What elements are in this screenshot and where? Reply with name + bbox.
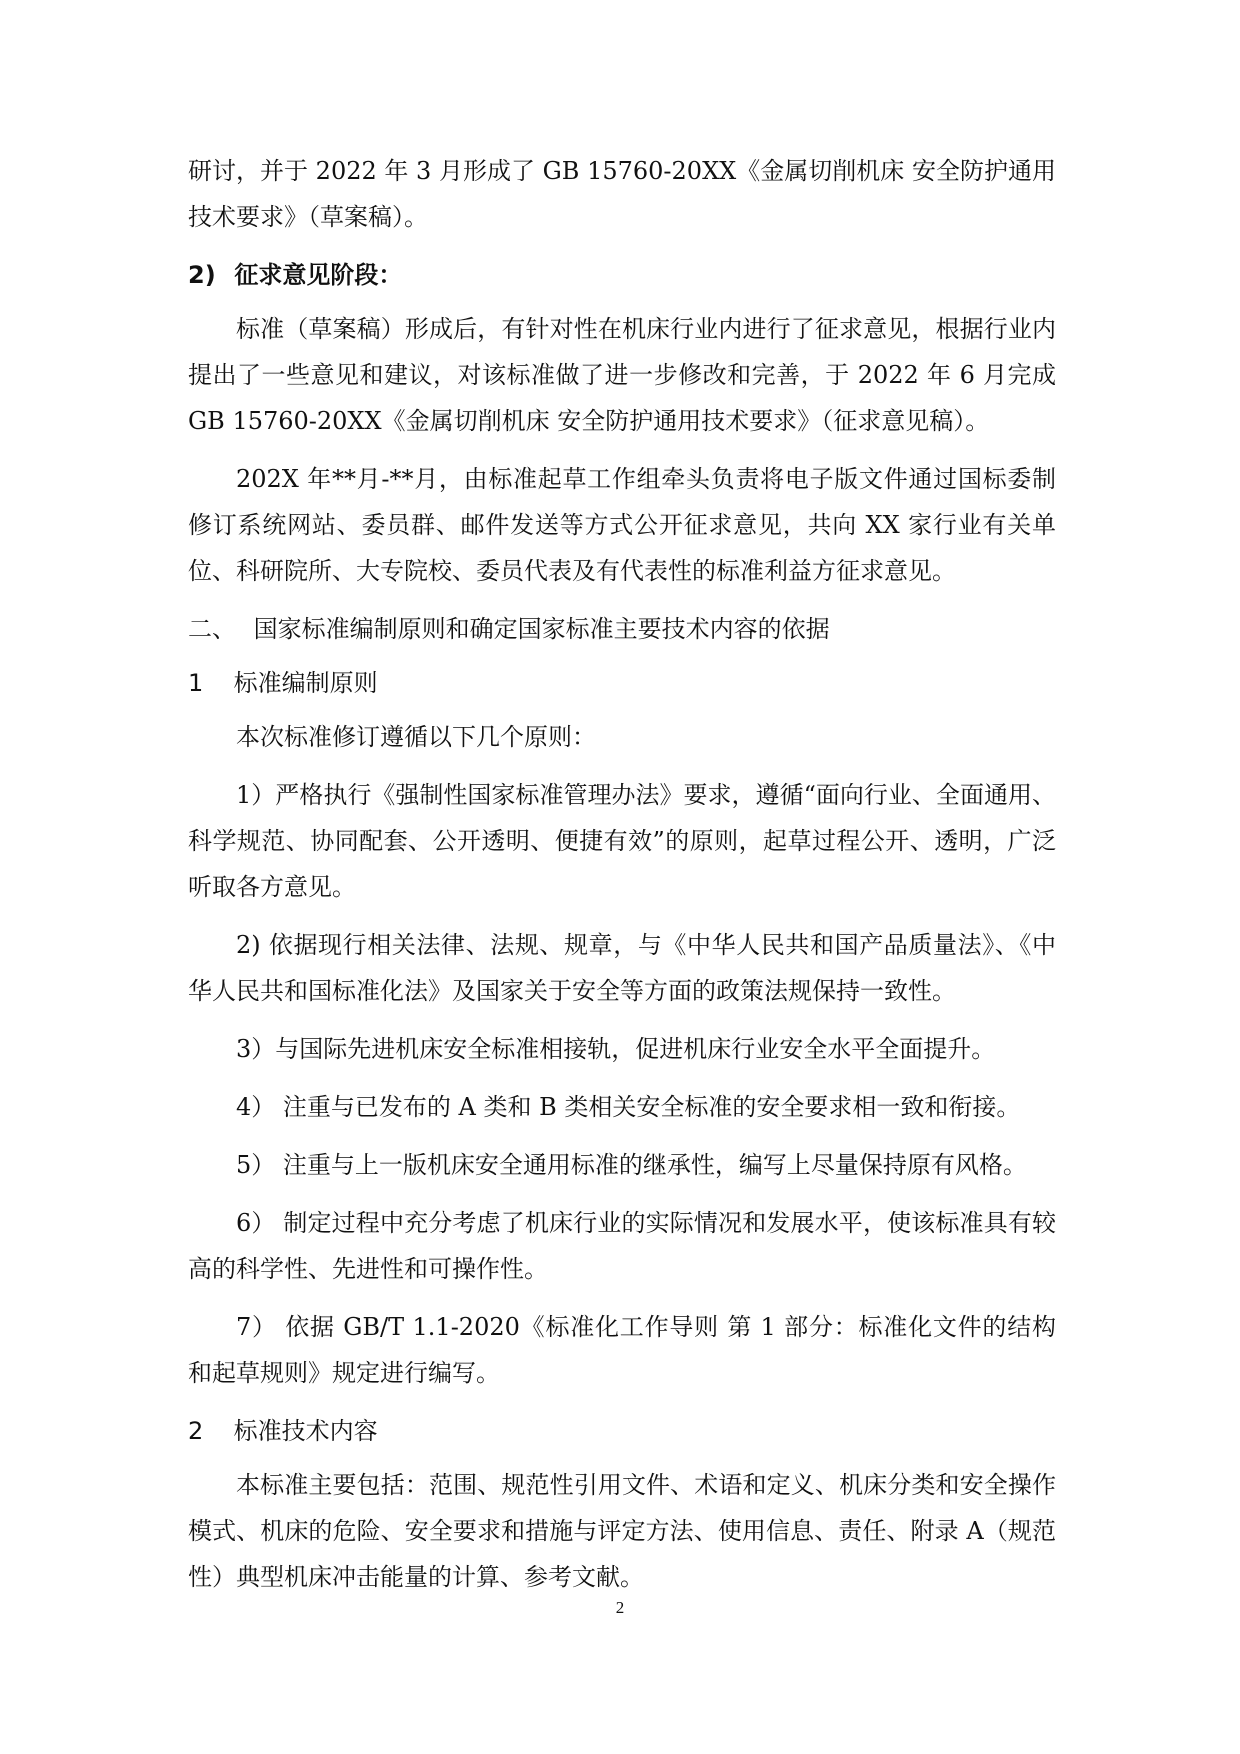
principle-item-7: 7） 依据 GB/T 1.1-2020《标准化工作导则 第 1 部分：标准化文件的结构和起草规则》规定进行编写。 — [188, 1313, 1056, 1387]
heading-technical-content — [188, 1408, 1056, 1454]
heading-text: 标准编制原则 — [233, 669, 378, 697]
document-body — [188, 148, 1056, 1612]
principle-item-3: 3）与国际先进机床安全标准相接轨，促进机床行业安全水平全面提升。 — [236, 1035, 996, 1063]
principle-item-6: 6） 制定过程中充分考虑了机床行业的实际情况和发展水平，使该标准具有较高的科学性、先进性和可操作性。 — [188, 1209, 1056, 1283]
heading-consultation-stage — [188, 252, 1056, 298]
heading-section-two — [188, 606, 1056, 652]
heading-text: 国家标准编制原则和确定国家标准主要技术内容的依据 — [253, 615, 830, 643]
heading-compilation-principles — [188, 660, 1056, 706]
principle-item-5: 5） 注重与上一版机床安全通用标准的继承性，编写上尽量保持原有风格。 — [236, 1151, 1027, 1179]
principle-item-4: 4） 注重与已发布的 A 类和 B 类相关安全标准的安全要求相一致和衔接。 — [236, 1093, 1021, 1121]
paragraph-draft-formation: 研讨，并于 2022 年 3 月形成了 GB 15760-20XX《金属切削机床 安全防护通用技术要求》（草案稿）。 — [188, 157, 1056, 231]
paragraph-draft-feedback: 标准（草案稿）形成后，有针对性在机床行业内进行了征求意见，根据行业内提出了一些意见和建议，对该标准做了进一步修改和完善，于 2022 年 6 月完成 GB 15760-20XX《金属切削机床 安全防护通用技术要求》（征求意见稿）。 — [188, 315, 1056, 435]
principle-item-1: 1）严格执行《强制性国家标准管理办法》要求，遵循“面向行业、全面通用、科学规范、协同配套、公开透明、便捷有效”的原则，起草过程公开、透明，广泛听取各方意见。 — [188, 781, 1056, 901]
heading-number: 2 — [188, 1417, 204, 1445]
paragraph-technical-content: 本标准主要包括：范围、规范性引用文件、术语和定义、机床分类和安全操作模式、机床的危险、安全要求和措施与评定方法、使用信息、责任、附录 A（规范性）典型机床冲击能量的计算、参考文献。 — [188, 1471, 1056, 1591]
heading-number: 2) — [188, 261, 216, 289]
page-number: 2 — [615, 1598, 625, 1617]
paragraph-principles-intro: 本次标准修订遵循以下几个原则： — [236, 723, 596, 751]
heading-number: 二、 — [188, 615, 236, 643]
heading-text: 标准技术内容 — [233, 1417, 378, 1445]
heading-text: 征求意见阶段： — [234, 261, 403, 289]
paragraph-public-consultation: 202X 年**月-**月，由标准起草工作组牵头负责将电子版文件通过国标委制修订系统网站、委员群、邮件发送等方式公开征求意见，共向 XX 家行业有关单位、科研院所、大专院校、委员代表及有代表性的标准利益方征求意见。 — [188, 465, 1056, 585]
heading-number: 1 — [188, 669, 204, 697]
principle-item-2: 2) 依据现行相关法律、法规、规章，与《中华人民共和国产品质量法》、《中华人民共和国标准化法》及国家关于安全等方面的政策法规保持一致性。 — [188, 931, 1056, 1005]
